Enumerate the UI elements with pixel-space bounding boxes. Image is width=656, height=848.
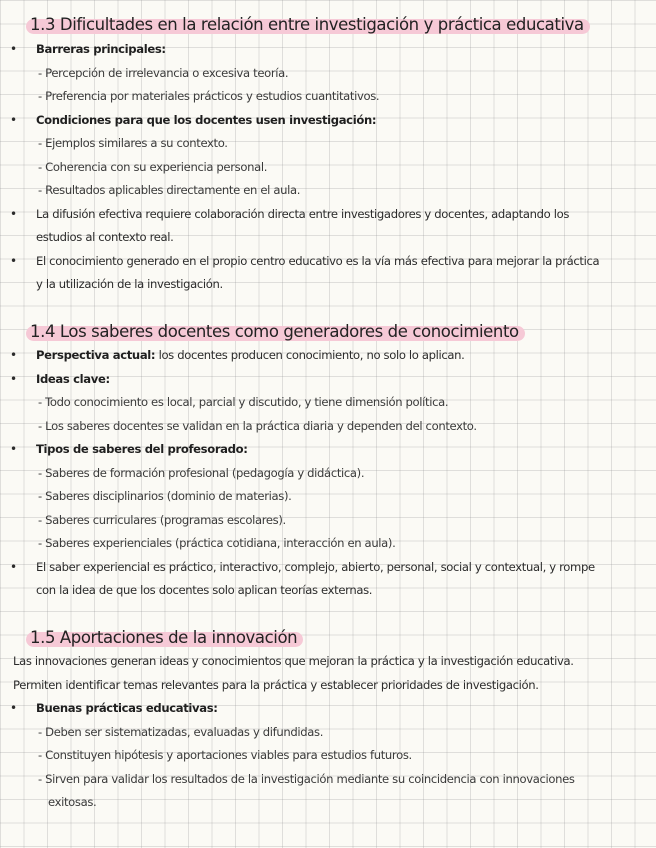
heading-text: 1.4 Los saberes docentes como generadores de conocimiento [30, 322, 519, 341]
bullet-text: El saber experiencial es práctico, interactivo, complejo, abierto, personal, social y contextual, y rompe [36, 559, 595, 574]
sub-item: - Coherencia con su experiencia personal. [38, 159, 268, 174]
paragraph-line: Las innovaciones generan ideas y conocimientos que mejoran la práctica y la investigación educativa. [13, 654, 574, 668]
bullet-dot: • [10, 348, 17, 362]
section-heading-1-5 [30, 626, 297, 650]
sub-item: - Saberes disciplinarios (dominio de materias). [38, 489, 292, 503]
bullet-dot: • [10, 442, 17, 456]
section-1-5 [0, 626, 656, 815]
sub-item: - Saberes curriculares (programas escolares). [38, 512, 286, 527]
sub-item: - Saberes experienciales (práctica cotidiana, interacción en aula). [38, 536, 396, 550]
bullet-continuation: con la idea de que los docentes solo aplican teorías externas. [36, 583, 373, 597]
bullet-continuation: y la utilización de la investigación. [36, 277, 223, 291]
section-1-4 [0, 320, 656, 603]
heading-text: 1.3 Dificultades en la relación entre investigación y práctica educativa [30, 15, 584, 34]
sub-item: - Resultados aplicables directamente en el aula. [38, 183, 301, 197]
bullet-label: Perspectiva actual: [36, 348, 156, 362]
sub-item: - Preferencia por materiales prácticos y estudios cuantitativos. [38, 89, 380, 103]
section-heading-1-3 [30, 13, 584, 37]
bullet-item [0, 38, 656, 62]
bullet-label: Tipos de saberes del profesorado: [36, 442, 248, 456]
paragraph-line: Permiten identificar temas relevantes para la práctica y establecer prioridades de investigación. [13, 677, 539, 692]
bullet-dot: • [10, 701, 17, 715]
bullet-dot: • [10, 112, 17, 127]
bullet-text: El conocimiento generado en el propio centro educativo es la vía más efectiva para mejorar la práctica [36, 253, 600, 268]
sub-item-continuation: exitosas. [48, 795, 97, 809]
bullet-dot: • [10, 371, 17, 386]
bullet-label: Condiciones para que los docentes usen investigación: [36, 112, 377, 127]
sub-item: - Los saberes docentes se validan en la práctica diaria y dependen del contexto. [38, 418, 477, 433]
sub-item: - Sirven para validar los resultados de la investigación mediante su coincidencia con innovaciones [38, 771, 575, 786]
bullet-item [0, 438, 656, 462]
bullet-label: Ideas clave: [36, 371, 110, 386]
bullet-item [0, 697, 656, 721]
sub-item: - Ejemplos similares a su contexto. [38, 136, 228, 150]
sub-item: - Percepción de irrelevancia o excesiva teoría. [38, 65, 289, 80]
sub-item: - Constituyen hipótesis y aportaciones viables para estudios futuros. [38, 748, 412, 762]
bullet-label: Buenas prácticas educativas: [36, 701, 218, 715]
bullet-item [0, 250, 656, 274]
bullet-item [0, 109, 656, 133]
bullet-dot: • [10, 559, 17, 574]
bullet-text: La difusión efectiva requiere colaboración directa entre investigadores y docentes, adaptando los [36, 206, 570, 221]
bullet-item [0, 556, 656, 580]
section-heading-1-4 [30, 320, 519, 344]
bullet-item [0, 368, 656, 392]
sub-item: - Saberes de formación profesional (pedagogía y didáctica). [38, 465, 365, 480]
bullet-dot: • [10, 206, 17, 221]
sub-item: - Deben ser sistematizadas, evaluadas y difundidas. [38, 724, 324, 739]
bullet-dot: • [10, 253, 17, 268]
heading-text: 1.5 Aportaciones de la innovación [30, 628, 298, 647]
bullet-item [0, 344, 656, 368]
bullet-dot: • [10, 42, 17, 56]
bullet-item [0, 203, 656, 227]
section-1-3 [0, 13, 656, 297]
sub-item: - Todo conocimiento es local, parcial y discutido, y tiene dimensión política. [38, 395, 449, 409]
bullet-label: Barreras principales: [36, 42, 166, 56]
bullet-continuation: estudios al contexto real. [36, 230, 174, 244]
bullet-text: los docentes producen conocimiento, no solo lo aplican. [155, 348, 465, 362]
